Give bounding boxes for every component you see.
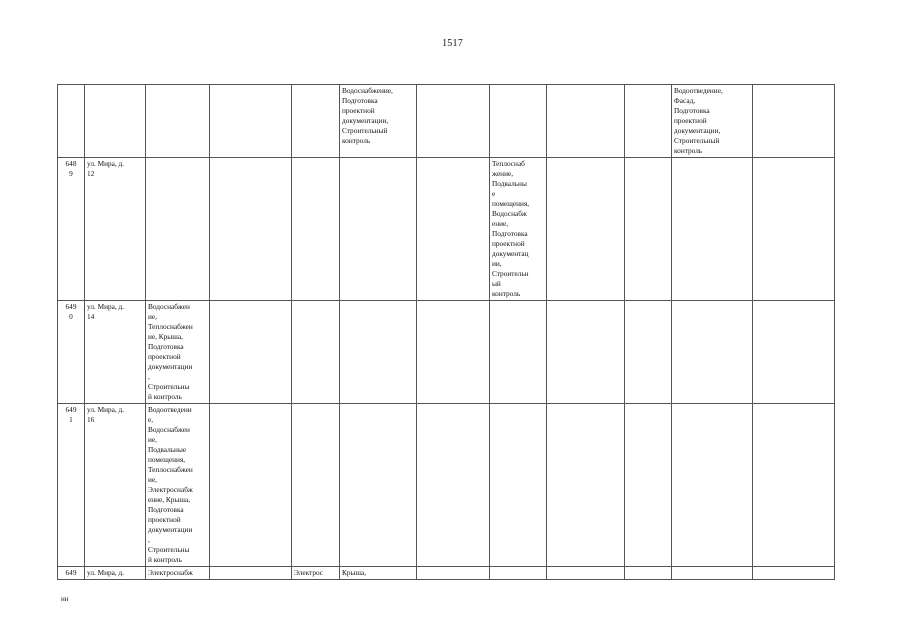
work-types-cell — [753, 404, 835, 567]
address-cell — [85, 85, 146, 158]
work-types-cell — [417, 567, 490, 580]
footer-mark: нн — [61, 595, 69, 603]
work-types-cell — [625, 567, 672, 580]
work-types-cell — [547, 301, 625, 404]
table-row — [58, 85, 835, 158]
works-table — [57, 84, 835, 580]
work-types-cell — [753, 85, 835, 158]
work-types-cell — [146, 158, 210, 301]
work-types-cell — [753, 158, 835, 301]
work-types-cell: Электрос — [292, 567, 340, 580]
work-types-cell — [210, 567, 292, 580]
work-types-cell: Крыша, — [340, 567, 417, 580]
row-number-cell: 649 0 — [58, 301, 85, 404]
work-types-cell: Водоснабжен ие, Теплоснабжен ие, Крыша, Подготовка проектной документации , Строительны й контроль — [146, 301, 210, 404]
work-types-cell — [490, 404, 547, 567]
table-row — [58, 301, 835, 404]
work-types-cell — [547, 567, 625, 580]
work-types-cell — [672, 404, 753, 567]
work-types-cell — [340, 158, 417, 301]
work-types-cell — [625, 158, 672, 301]
row-number-cell: 648 9 — [58, 158, 85, 301]
work-types-cell — [292, 301, 340, 404]
work-types-cell — [210, 301, 292, 404]
address-cell: ул. Мира, д. 16 — [85, 404, 146, 567]
work-types-cell — [547, 85, 625, 158]
work-types-cell — [210, 85, 292, 158]
work-types-cell — [417, 404, 490, 567]
work-types-cell: Теплоснаб жение, Подвальны е помещения, Водоснабж ение, Подготовка проектной документац ии, Строительн ый контроль — [490, 158, 547, 301]
work-types-cell — [672, 301, 753, 404]
work-types-cell — [672, 158, 753, 301]
work-types-cell: Водоотведение, Фасад, Подготовка проектной документации, Строительный контроль — [672, 85, 753, 158]
table-row — [58, 404, 835, 567]
work-types-cell — [340, 301, 417, 404]
work-types-cell — [146, 85, 210, 158]
row-number-cell: 649 1 — [58, 404, 85, 567]
row-number-cell: 649 — [58, 567, 85, 580]
work-types-cell — [547, 404, 625, 567]
work-types-cell — [490, 301, 547, 404]
table-row — [58, 567, 835, 580]
work-types-cell: Электроснабж — [146, 567, 210, 580]
work-types-cell — [417, 158, 490, 301]
work-types-cell — [210, 158, 292, 301]
table-row — [58, 158, 835, 301]
work-types-cell: Водоотведени е, Водоснабжен ие, Подвальные помещения, Теплоснабжен ие, Электроснабж ение, Крыша, Подготовка проектной документации , Строительны й контроль — [146, 404, 210, 567]
work-types-cell — [625, 404, 672, 567]
work-types-cell — [292, 158, 340, 301]
page-number: 1517 — [442, 38, 463, 49]
work-types-cell — [417, 85, 490, 158]
work-types-cell: Водоснабжение, Подготовка проектной документации, Строительный контроль — [340, 85, 417, 158]
work-types-cell — [210, 404, 292, 567]
work-types-cell — [292, 404, 340, 567]
work-types-cell — [547, 158, 625, 301]
row-number-cell — [58, 85, 85, 158]
work-types-cell — [417, 301, 490, 404]
work-types-cell — [625, 301, 672, 404]
address-cell: ул. Мира, д. — [85, 567, 146, 580]
work-types-cell — [490, 567, 547, 580]
work-types-cell — [672, 567, 753, 580]
work-types-cell — [292, 85, 340, 158]
address-cell: ул. Мира, д. 14 — [85, 301, 146, 404]
address-cell: ул. Мира, д. 12 — [85, 158, 146, 301]
work-types-cell — [625, 85, 672, 158]
work-types-cell — [753, 301, 835, 404]
work-types-cell — [340, 404, 417, 567]
work-types-cell — [753, 567, 835, 580]
work-types-cell — [490, 85, 547, 158]
